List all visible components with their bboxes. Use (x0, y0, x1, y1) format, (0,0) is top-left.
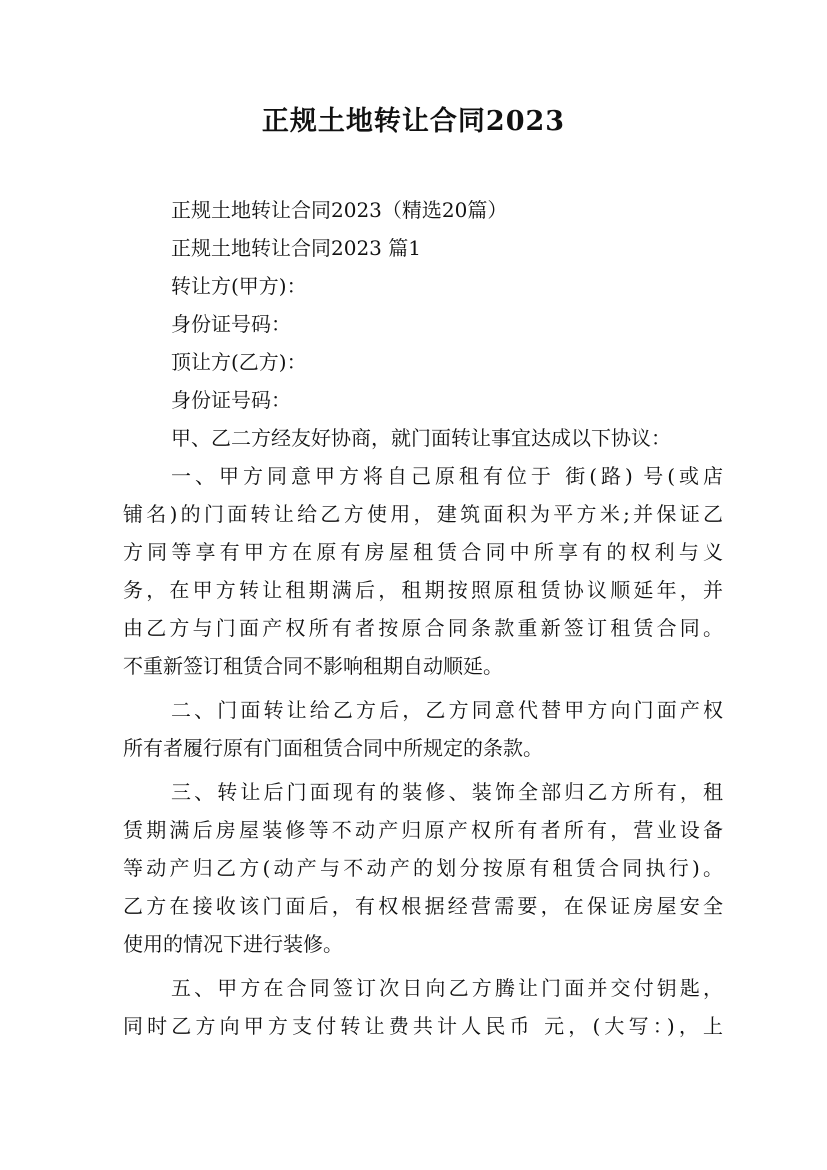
clause-1-line: 方同等享有甲方在原有房屋租赁合同中所享有的权利与义 (123, 540, 723, 564)
subtitle-line: 正规土地转让合同2023（精选20篇） (171, 198, 508, 222)
clause-2-line: 二、门面转让给乙方后，乙方同意代替甲方向门面产权 (171, 698, 723, 722)
agreement-intro: 甲、乙二方经友好协商，就门面转让事宜达成以下协议： (171, 426, 671, 450)
clause-3-line: 等动产归乙方(动产与不动产的划分按原有租赁合同执行)。 (123, 856, 723, 880)
party-b-label: 顶让方(乙方)： (171, 350, 307, 374)
party-a-id-label: 身份证号码： (171, 312, 291, 336)
clause-1-line: 铺名)的门面转让给乙方使用，建筑面积为平方米;并保证乙 (123, 502, 723, 526)
clause-1-line: 一、甲方同意甲方将自己原租有位于 街(路) 号(或店 (171, 464, 723, 488)
clause-3-line: 乙方在接收该门面后，有权根据经营需要，在保证房屋安全 (123, 894, 723, 918)
section-heading: 正规土地转让合同2023 篇1 (171, 236, 421, 260)
clause-2-line: 所有者履行原有门面租赁合同中所规定的条款。 (123, 736, 543, 760)
party-b-id-label: 身份证号码： (171, 388, 291, 412)
clause-3-line: 三、转让后门面现有的装修、装饰全部归乙方所有，租 (171, 780, 723, 804)
document-title: 正规土地转让合同2023 (261, 106, 566, 137)
document-body (123, 191, 723, 1045)
clause-3-line: 使用的情况下进行装修。 (123, 932, 343, 956)
clause-1-line: 务，在甲方转让租期满后，租期按照原租赁协议顺延年，并 (123, 578, 723, 602)
clause-3-line: 赁期满后房屋装修等不动产归原产权所有者所有，营业设备 (123, 818, 723, 842)
clause-5-line: 五、甲方在合同签订次日向乙方腾让门面并交付钥匙， (171, 976, 723, 1000)
clause-1-line: 由乙方与门面产权所有者按原合同条款重新签订租赁合同。 (123, 616, 723, 640)
clause-5-line: 同时乙方向甲方支付转让费共计人民币 元，(大写：)，上 (123, 1014, 723, 1038)
party-a-label: 转让方(甲方)： (171, 274, 307, 298)
clause-1-line: 不重新签订租赁合同不影响租期自动顺延。 (123, 654, 503, 678)
